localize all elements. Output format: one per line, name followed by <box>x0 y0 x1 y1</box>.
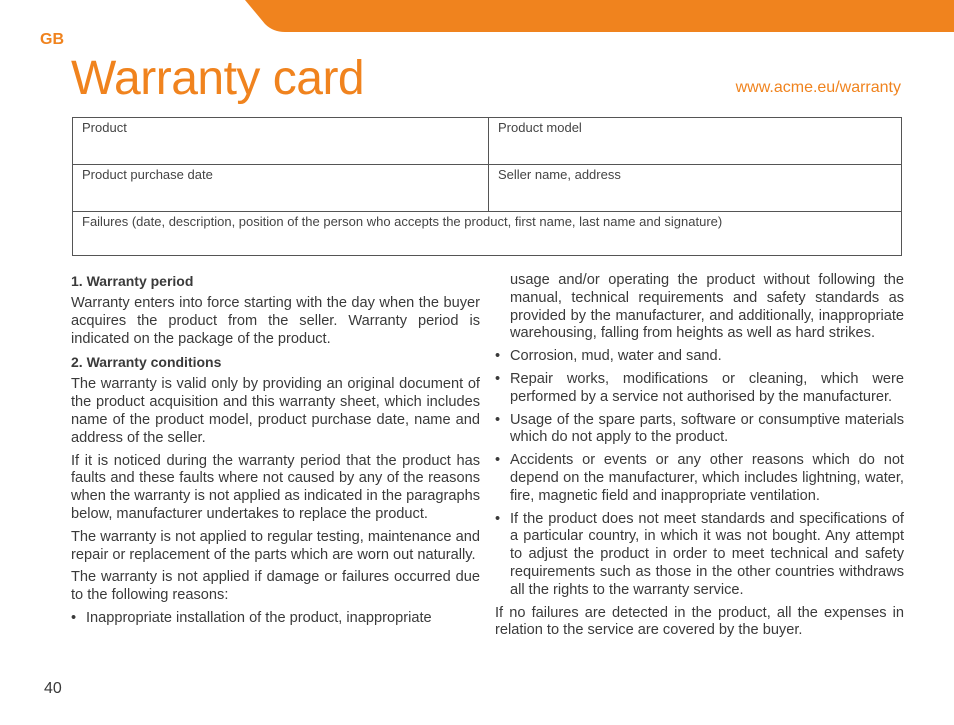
language-code: GB <box>40 31 64 48</box>
bullet-icon: • <box>495 348 501 365</box>
page-title: Warranty card <box>71 52 365 105</box>
seller-field[interactable] <box>489 165 902 212</box>
list-item <box>495 511 904 600</box>
list-item-text: Accidents or events or any other reasons which do not depend on the manufacturer, which includes lightning, water, fire, magnetic field and inappropriate ventilation. <box>510 452 904 504</box>
section-heading-warranty-period: 1. Warranty period <box>71 273 194 289</box>
header-orange-band <box>245 0 954 32</box>
list-item <box>495 452 904 505</box>
warranty-url[interactable]: www.acme.eu/warranty <box>735 79 901 96</box>
list-item <box>495 371 904 407</box>
bullet-icon: • <box>495 411 501 428</box>
conditions-paragraph: The warranty is not applied to regular testing, maintenance and repair or replacement of the parts which are worn out naturally. <box>71 528 480 563</box>
list-item-text: Usage of the spare parts, software or consumptive materials which do not apply to the product. <box>510 411 904 446</box>
list-item-text: If the product does not meet standards and specifications of a particular country, in which it was not bought. Any attempt to adjust the product in order to meet technical and safety requirements such as those in the other countries withdraws all the rights to the warranty service. <box>510 510 904 598</box>
left-column <box>71 272 480 633</box>
list-item <box>495 348 904 366</box>
list-item <box>71 610 480 628</box>
conditions-paragraph: The warranty is valid only by providing an original document of the product acquisition and this warranty sheet, which includes name of the product model, product purchase date, name and address of the seller. <box>71 376 480 446</box>
purchase-date-label: Product purchase date <box>82 167 213 182</box>
list-item-text: Corrosion, mud, water and sand. <box>510 348 722 365</box>
warranty-form <box>72 117 902 256</box>
product-field[interactable] <box>73 118 489 165</box>
list-item <box>495 412 904 448</box>
conditions-paragraph: The warranty is not applied if damage or failures occurred due to the following reasons: <box>71 569 480 604</box>
seller-label: Seller name, address <box>498 167 621 182</box>
bullet-icon: • <box>495 452 501 469</box>
conditions-paragraph: If it is noticed during the warranty period that the product has faults and these faults where not caused by any of the reasons when the warranty is not applied as indicated in the paragraphs below, manufacturer undertakes to replace the product. <box>71 452 480 522</box>
exclusion-list <box>495 348 904 599</box>
warranty-period-text: Warranty enters into force starting with the day when the buyer acquires the product from the seller. Warranty period is indicated on the package of the product. <box>71 295 480 347</box>
product-model-label: Product model <box>498 120 582 135</box>
section-heading-warranty-conditions: 2. Warranty conditions <box>71 354 222 371</box>
list-item-continuation: usage and/or operating the product without following the manual, technical requirements and safety standards as provided by the manufacturer, and additionally, inappropriate warehousing, falling from heights as well as hard strikes. <box>510 272 904 342</box>
failures-label: Failures (date, description, position of the person who accepts the product, first name, last name and signature) <box>82 214 723 229</box>
bullet-icon: • <box>495 510 501 527</box>
bullet-icon: • <box>495 370 501 387</box>
page-number: 40 <box>44 680 62 697</box>
exclusion-list <box>71 610 480 628</box>
purchase-date-field[interactable] <box>73 165 489 212</box>
product-model-field[interactable] <box>489 118 902 165</box>
final-paragraph: If no failures are detected in the product, all the expenses in relation to the service are covered by the buyer. <box>495 604 904 639</box>
right-column <box>495 272 904 645</box>
list-item-text: Repair works, modifications or cleaning, which were performed by a service not authorised by the manufacturer. <box>510 370 904 405</box>
list-item-text: Inappropriate installation of the product, inappropriate <box>86 609 432 626</box>
product-label: Product <box>82 120 127 135</box>
failures-field[interactable] <box>73 212 902 256</box>
bullet-icon: • <box>71 609 77 626</box>
